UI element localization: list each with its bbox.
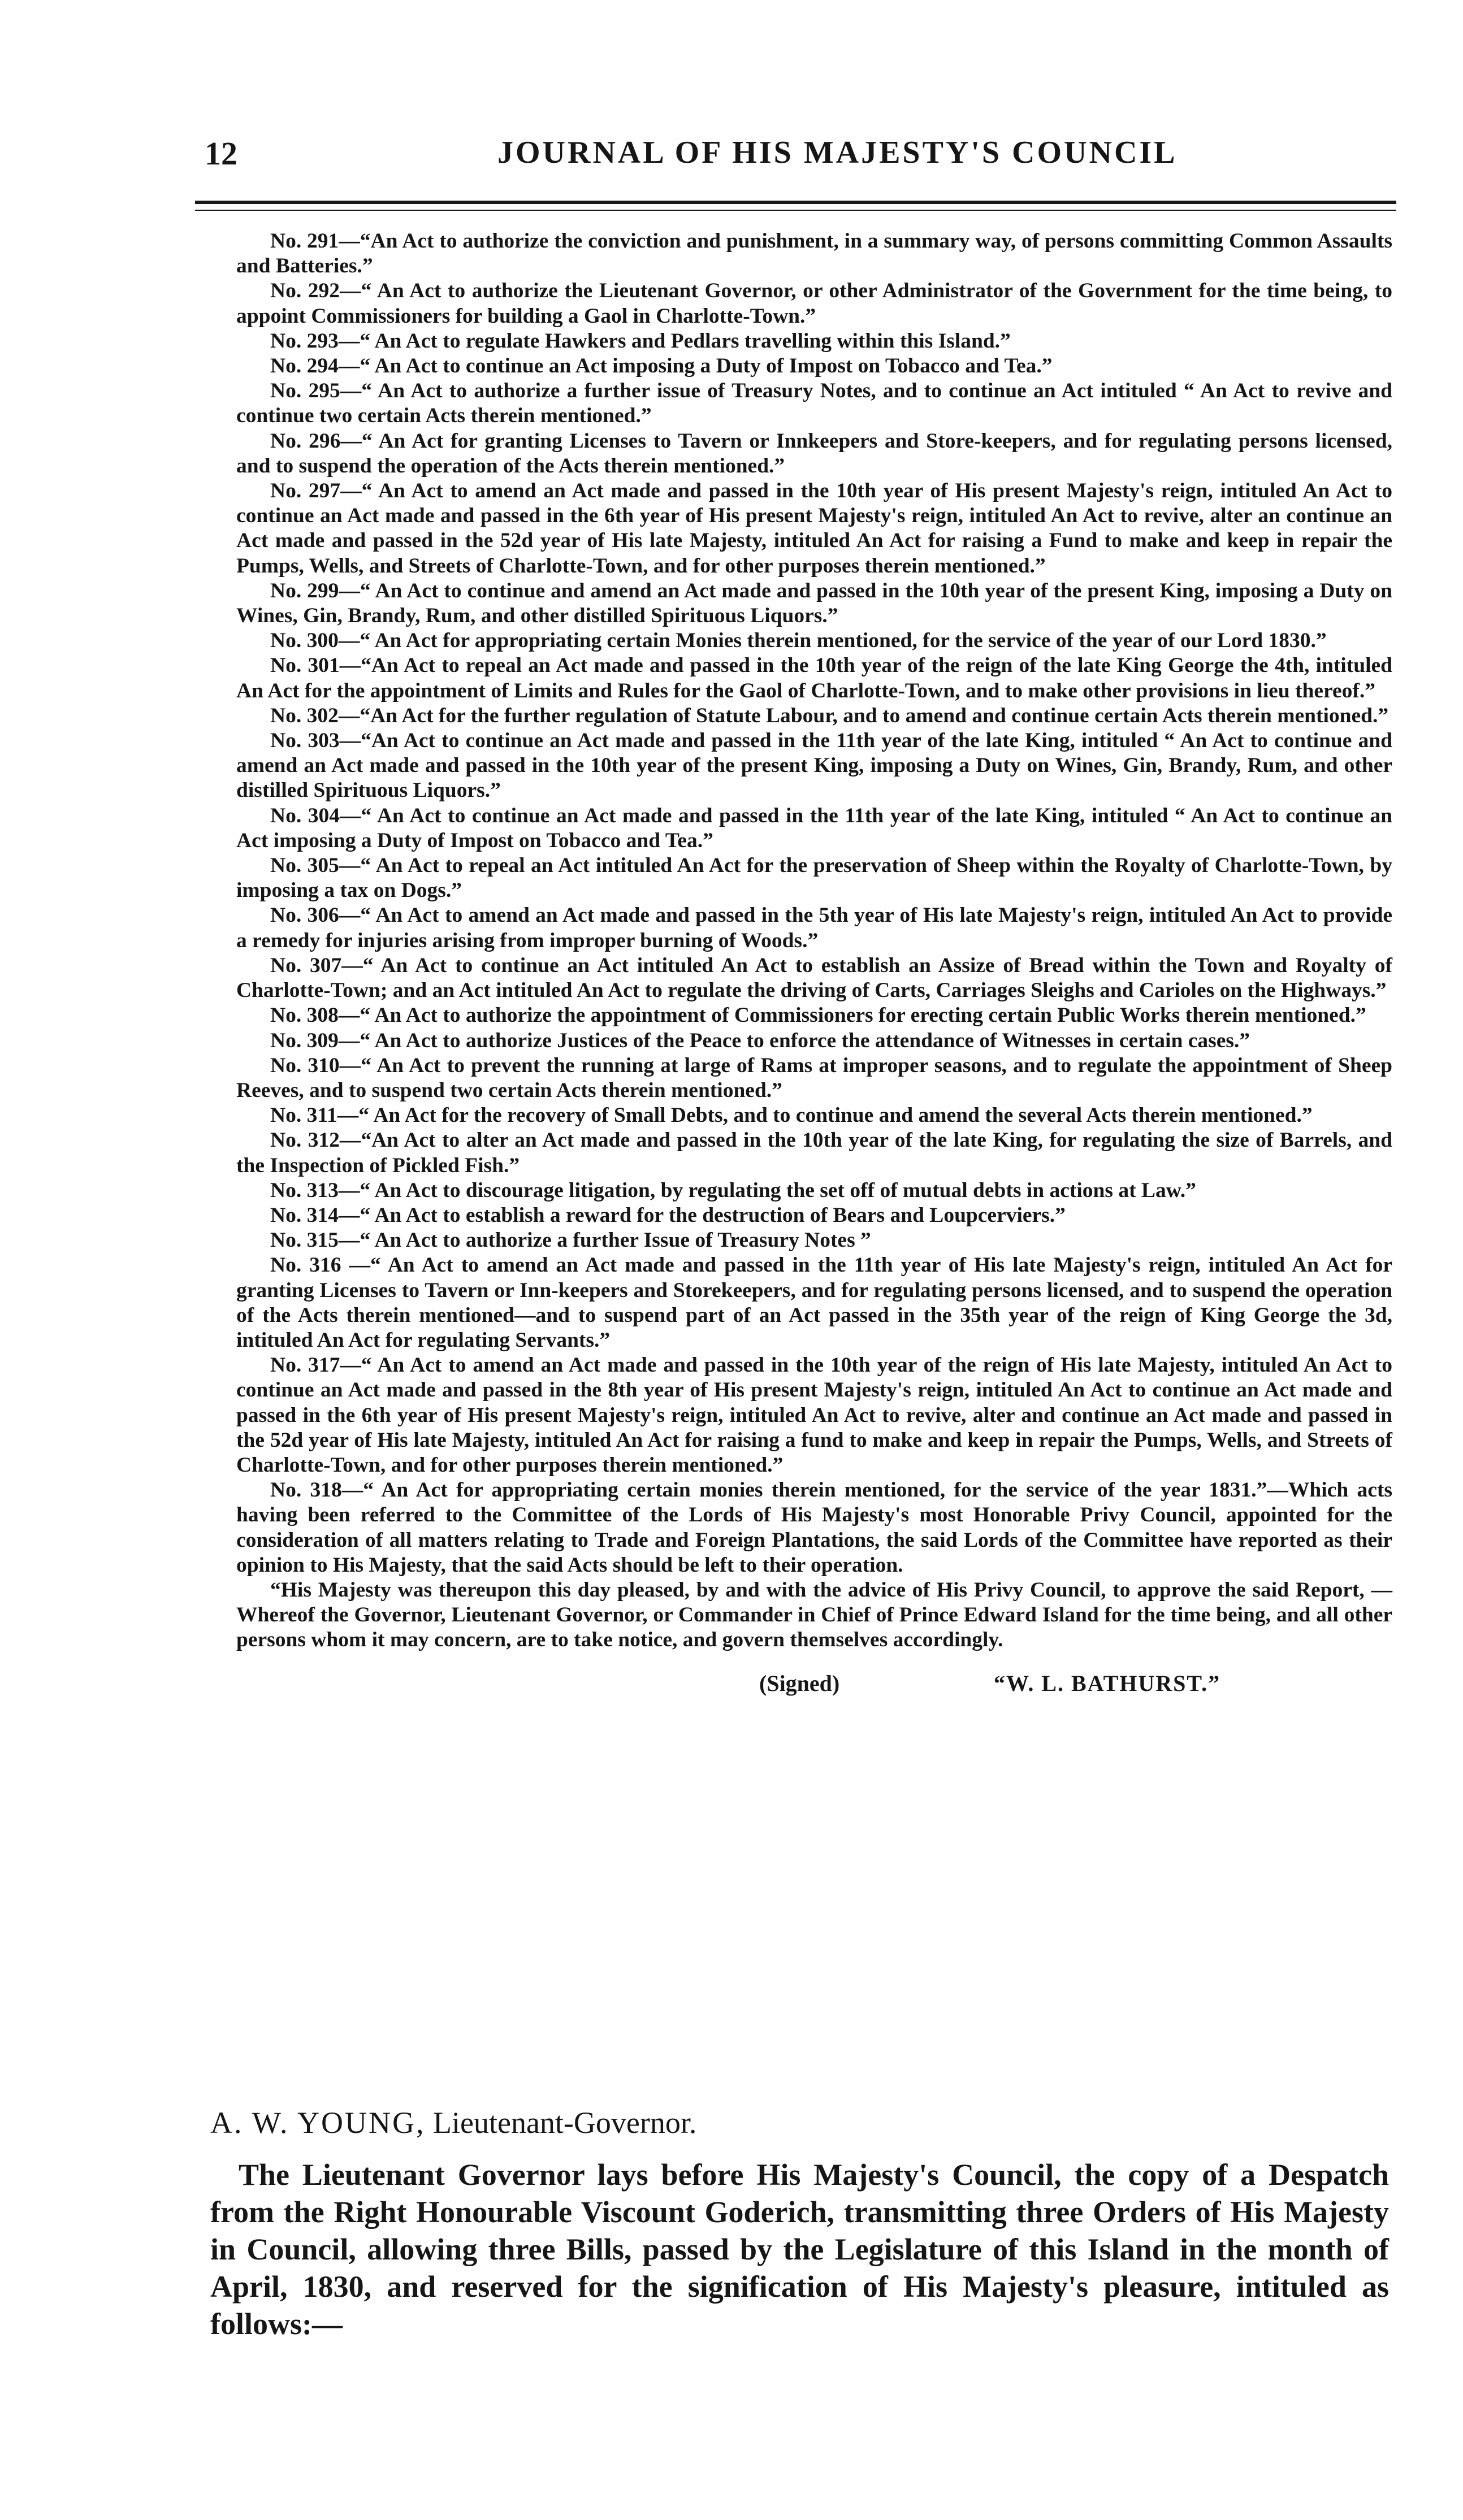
governor-title: Lieutenant-Governor. <box>425 2106 697 2140</box>
act-entry <box>236 329 1392 354</box>
act-entry <box>236 479 1392 579</box>
act-title: “ An Act for the recovery of Small Debts, and to continue and amend the several Acts therein mentioned.” <box>358 1104 1313 1127</box>
act-number: No. 310— <box>270 1053 361 1077</box>
act-number: No. 294— <box>270 354 360 378</box>
act-title: “An Act to repeal an Act made and passed in the 10th year of the reign of the late King George the 4th, intituled An Act for the appointment of Limits and Rules for the Gaol of Charlotte-Town, and to make other provisions in lieu thereof.” <box>236 654 1392 702</box>
act-number: No. 312— <box>270 1129 361 1152</box>
act-title: “ An Act for appropriating certain monies therein mentioned, for the service of the year 1831.”—Which acts having been referred to the Committee of the Lords of His Majesty's most Honorable Privy Council, appointed for the consideration of all matters relating to Trade and Foreign Plantations, the said Lords of the Committee have reported as their opinion to His Majesty, that the said Acts should be left to their operation. <box>236 1478 1392 1577</box>
act-title: “An Act to authorize the conviction and punishment, in a summary way, of persons committing Common Assaults and Batteries.” <box>236 229 1392 278</box>
act-title: “ An Act to amend an Act made and passed in the 5th year of His late Majesty's reign, intituled An Act to provide a remedy for injuries arising from improper burning of Woods.” <box>236 904 1392 952</box>
closing-paragraph: “His Majesty was thereupon this day pleased, by and with the advice of His Privy Council, to approve the said Report, —Whereof the Governor, Lieutenant Governor, or Commander in Chief of Prince Edward Island for the time being, and all other persons whom it may concern, are to take notice, and govern themselves accordingly. <box>236 1578 1392 1652</box>
signature-line <box>236 1670 1392 1704</box>
act-entry <box>236 379 1392 428</box>
signed-label: (Signed) <box>759 1670 840 1696</box>
act-number: No. 317— <box>270 1354 361 1377</box>
act-entry <box>236 1178 1392 1203</box>
act-number: No. 292— <box>270 279 361 303</box>
act-title: “ An Act to repeal an Act intituled An Act for the preservation of Sheep within the Royalty of Charlotte-Town, by imposing a tax on Dogs.” <box>236 854 1392 903</box>
act-entry <box>236 953 1392 1003</box>
act-number: No. 316 — <box>270 1254 370 1277</box>
act-title: “ An Act to establish a reward for the destruction of Bears and Loupcerviers.” <box>360 1203 1066 1227</box>
act-number: No. 303— <box>270 729 361 753</box>
header-rule <box>195 201 1396 204</box>
act-title: “ An Act to authorize the Lieutenant Governor, or other Administrator of the Government for the time being, to appoint Commissioners for building a Gaol in Charlotte-Town.” <box>236 279 1392 328</box>
act-number: No. 306— <box>270 904 361 927</box>
act-title: “ An Act to continue an Act made and passed in the 11th year of the late King, intituled “ An Act to continue an Act imposing a Duty of Impost on Tobacco and Tea.” <box>236 804 1392 852</box>
act-entry <box>236 1103 1392 1128</box>
act-title: “ An Act to prevent the running at large of Rams at improper seasons, and to regulate the appointment of Sheep Reeves, and to suspend two certain Acts therein mentioned.” <box>236 1053 1392 1102</box>
act-number: No. 302— <box>270 704 360 727</box>
act-title: “An Act to alter an Act made and passed in the 10th year of the late King, for regulating the size of Barrels, and the Inspection of Pickled Fish.” <box>236 1129 1392 1177</box>
act-entry <box>236 279 1392 328</box>
act-title: “ An Act to amend an Act made and passed in the 10th year of the reign of His late Majesty, intituled An Act to continue an Act made and passed in the 8th year of His present Majesty's reign, intituled An Act to continue an Act made and passed in the 6th year of His present Majesty's reign, intituled An Act to revive, alter and continue an Act made and passed in the 52d year of His late Majesty, intituled An Act for raising a fund to make and keep in repair the Pumps, Wells, and Streets of Charlotte-Town, and for other purposes therein mentioned.” <box>236 1354 1392 1477</box>
act-title: “ An Act to amend an Act made and passed in the 11th year of His late Majesty's reign, intituled An Act for granting Licenses to Tavern or Inn-keepers and Storekeepers, and for regulating persons licensed, and to suspend the operation of the Acts therein mentioned—and to suspend part of an Act passed in the 35th year of the reign of King George the 3d, intituled An Act for regulating Servants.” <box>236 1254 1392 1352</box>
act-entry <box>236 903 1392 953</box>
header-rule-thin <box>195 210 1396 211</box>
act-entry <box>236 579 1392 628</box>
act-number: No. 301— <box>270 654 361 678</box>
act-title: “ An Act to authorize a further Issue of Treasury Notes ” <box>360 1229 871 1252</box>
act-title: “An Act for the further regulation of Statute Labour, and to amend and continue certain Acts therein mentioned.” <box>360 704 1389 727</box>
act-number: No. 308— <box>270 1004 360 1027</box>
act-entry <box>236 1203 1392 1228</box>
running-head: JOURNAL OF HIS MAJESTY'S COUNCIL <box>497 135 1178 170</box>
act-number: No. 313— <box>270 1178 360 1202</box>
act-number: No. 309— <box>270 1029 360 1052</box>
act-entry <box>236 429 1392 479</box>
governor-name: A. W. YOUNG, <box>210 2106 426 2140</box>
act-number: No. 305— <box>270 854 361 878</box>
act-entry <box>236 653 1392 703</box>
act-number: No. 307— <box>270 953 363 977</box>
act-entry <box>236 804 1392 853</box>
act-title: “An Act to continue an Act made and passed in the 11th year of the late King, intituled “ An Act to continue and amend an Act made and passed in the 10th year of the present King, imposing a Duty on Wines, Gin, Brandy, Rum, and other distilled Spirituous Liquors.” <box>236 729 1392 803</box>
act-number: No. 311— <box>270 1104 359 1127</box>
act-number: No. 315— <box>270 1229 360 1252</box>
act-title: “ An Act for granting Licenses to Tavern or Innkeepers and Store-keepers, and for regulating persons licensed, and to suspend the operation of the Acts therein mentioned.” <box>236 429 1392 478</box>
act-entry <box>236 354 1392 379</box>
act-entry <box>236 229 1392 279</box>
act-entry <box>236 1478 1392 1578</box>
act-entry <box>236 1253 1392 1353</box>
act-title: “ An Act to regulate Hawkers and Pedlars travelling within this Island.” <box>360 329 1011 353</box>
act-entry <box>236 1029 1392 1053</box>
act-title: “ An Act to discourage litigation, by regulating the set off of mutual debts in actions at Law.” <box>360 1178 1196 1202</box>
act-title: “ An Act to continue and amend an Act made and passed in the 10th year of the present King, imposing a Duty on Wines, Gin, Brandy, Rum, and other distilled Spirituous Liquors.” <box>236 579 1392 628</box>
act-number: No. 299— <box>270 579 360 602</box>
acts-entries <box>236 229 1392 1578</box>
act-entry <box>236 1003 1392 1028</box>
act-number: No. 293— <box>270 329 360 353</box>
act-number: No. 295— <box>270 379 362 403</box>
act-entry <box>236 1128 1392 1178</box>
governor-line <box>210 2105 696 2140</box>
act-entry <box>236 853 1392 903</box>
intro-paragraph: The Lieutenant Governor lays before His Majesty's Council, the copy of a Despatch from the Right Honourable Viscount Goderich, transmitting three Orders of His Majesty in Council, allowing three Bills, passed by the Legislature of this Island in the month of April, 1830, and reserved for the signification of His Majesty's pleasure, intituled as follows:— <box>210 2158 1389 2341</box>
act-title: “ An Act to continue an Act imposing a Duty of Impost on Tobacco and Tea.” <box>360 354 1053 378</box>
acts-list <box>236 229 1392 1704</box>
act-entry <box>236 1228 1392 1253</box>
page-number: 12 <box>205 135 237 172</box>
act-number: No. 296— <box>270 429 362 453</box>
act-title: “ An Act to amend an Act made and passed in the 10th year of His present Majesty's reign, intituled An Act to continue an Act made and passed in the 6th year of His present Majesty's reign, intituled An Act to revive, alter an continue an Act made and passed in the 52d year of His late Majesty, intituled An Act for raising a Fund to make and keep in repair the Pumps, Wells, and Streets of Charlotte-Town, and for other purposes therein mentioned.” <box>236 479 1392 578</box>
act-entry <box>236 628 1392 653</box>
act-number: No. 318— <box>270 1478 363 1502</box>
act-title: “ An Act to authorize the appointment of Commissioners for erecting certain Public Works therein mentioned.” <box>360 1004 1366 1027</box>
act-entry <box>236 1353 1392 1478</box>
act-number: No. 291— <box>270 229 360 253</box>
act-entry <box>236 704 1392 728</box>
act-entry <box>236 1053 1392 1103</box>
act-entry <box>236 728 1392 804</box>
act-number: No. 314— <box>270 1203 360 1227</box>
act-title: “ An Act to authorize a further issue of Treasury Notes, and to continue an Act intituled “ An Act to revive and continue two certain Acts therein mentioned.” <box>236 379 1392 428</box>
page-header <box>0 135 1463 185</box>
act-number: No. 304— <box>270 804 361 827</box>
act-number: No. 297— <box>270 479 362 503</box>
act-title: “ An Act to authorize Justices of the Peace to enforce the attendance of Witnesses in certain cases.” <box>360 1029 1250 1052</box>
signer-name: “W. L. BATHURST.” <box>994 1670 1221 1696</box>
act-title: “ An Act for appropriating certain Monies therein mentioned, for the service of the year of our Lord 1830.” <box>360 629 1327 653</box>
act-title: “ An Act to continue an Act intituled An Act to establish an Assize of Bread within the Town and Royalty of Charlotte-Town; and an Act intituled An Act to regulate the driving of Carts, Carriages Sleighs and Carioles on the Highways.” <box>236 953 1392 1003</box>
act-number: No. 300— <box>270 629 360 653</box>
